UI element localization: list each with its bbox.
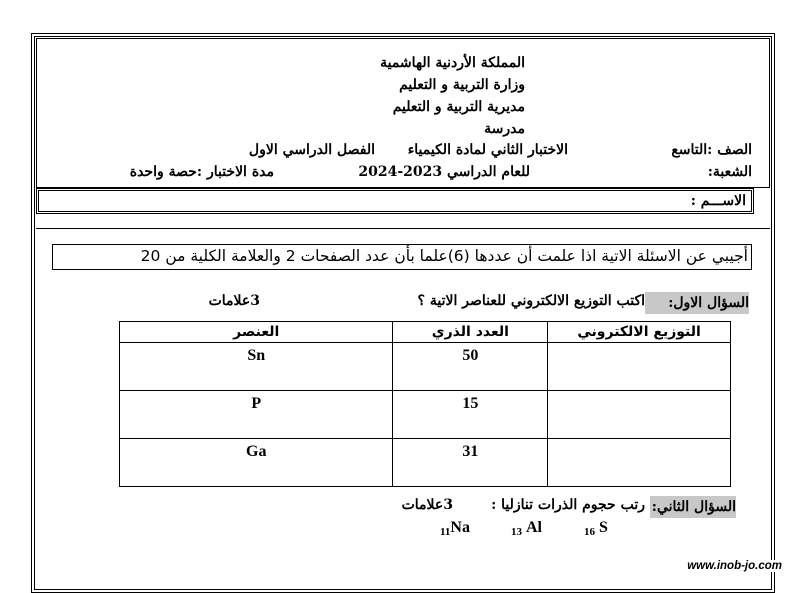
grade-label: الصف :التاسع [671,142,752,158]
student-name-box[interactable] [36,188,754,214]
question2-marks: 3علامات [401,497,453,513]
table-row [120,343,731,391]
question2-text: رتب حجوم الذرات تنازليا : [491,497,645,513]
distribution-answer-cell[interactable] [548,343,731,391]
distribution-answer-cell[interactable] [548,391,731,439]
question1-text: اكتب التوزيع الالكتروني للعناصر الاتية ؟ [417,293,645,309]
element-s-number: 16 [584,526,595,538]
atomic-number-cell: 31 [393,439,548,487]
element-cell: P [120,391,393,439]
question1-label: السؤال الاول: [645,292,749,314]
question2-label: السؤال الثاني: [650,496,736,518]
header-distribution: التوزيع الالكتروني [548,322,731,343]
header-atomic-number: العدد الذري [393,322,548,343]
atomic-number-cell: 50 [393,343,548,391]
exam-duration: مدة الاختبار :حصة واحدة [129,164,274,180]
instructions-text: أجيبي عن الاسئلة الاتية اذا علمت أن عددها (6)علما بأن عدد الصفحات 2 والعلامة الكلية من 20 [140,247,748,265]
element-al-number: 13 [511,526,522,538]
element-na [440,519,470,538]
section-divider [36,228,770,229]
table-row [120,391,731,439]
atomic-number-cell: 15 [393,391,548,439]
exam-title: الاختبار الثاني لمادة الكيمياء [407,142,568,158]
element-al [511,519,542,538]
directorate-title: مديرية التربية و التعليم [392,99,525,115]
electron-config-table [119,321,731,487]
element-s [584,519,608,538]
element-na-number: 11 [440,526,451,538]
website-watermark: www.inob-jo.com [660,560,782,572]
element-cell: Sn [120,343,393,391]
element-al-symbol: Al [526,519,542,536]
ministry-title: وزارة التربية و التعليم [399,77,525,93]
question1-marks: 3علامات [208,293,260,309]
table-header-row [120,322,731,343]
section-label: الشعبة: [707,164,752,180]
semester-label: الفصل الدراسي الاول [248,142,375,158]
element-s-symbol: S [599,519,608,536]
school-title: مدرسة [484,121,525,137]
element-cell: Ga [120,439,393,487]
element-na-symbol: Na [450,519,470,536]
student-name-label: الاســـم : [690,193,746,209]
distribution-answer-cell[interactable] [548,439,731,487]
header-element: العنصر [120,322,393,343]
academic-year: للعام الدراسي 2023-2024 [358,164,530,180]
kingdom-title: المملكة الأردنية الهاشمية [380,55,525,71]
table-row [120,439,731,487]
